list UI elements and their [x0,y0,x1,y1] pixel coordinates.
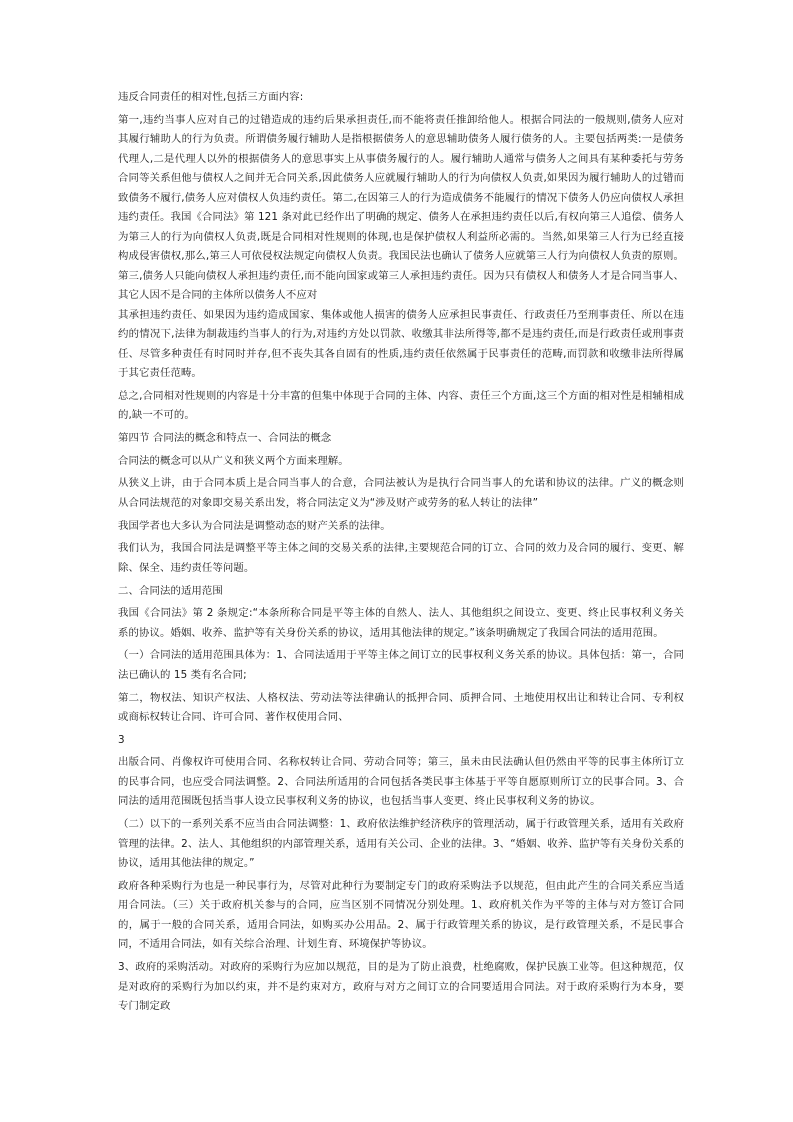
paragraph-first-second-third: 第一,违约当事人应对自己的过错造成的违约后果承担责任,而不能将责任推卸给他人。根据合同法的一般规则,债务人应对其履行辅助人的行为负责。所谓债务履行辅助人是指根据债务人的意思辅助债务人履行债务的人。主要包括两类:一是债务代理人,二是代理人以外的根据债务人的意思事实上从事债务履行的人。履行辅助人通常与债务人之间具有某种委托与劳务合同等关系但他与债权人之间并无合同关系,因此债务人应就履行辅助人的行为向债权人负责,如果因为履行辅助人的过错而致债务不履行,债务人应对债权人负违约责任。第二,在因第三人的行为造成债务不能履行的情况下债务人仍应向债权人承担违约责任。我国《合同法》第 121 条对此已经作出了明确的规定、债务人在承担违约责任以后,有权向第三人追偿、债务人为第三人的行为向债权人负责,既是合同相对性规则的体现,也是保护债权人利益所必需的。当然,如果第三人行为已经直接构成侵害债权,那么,第三人可依侵权法规定向债权人负责。我国民法也确认了债务人应就第三人行为向债权人负责的原则。第三,债务人只能向债权人承担违约责任,而不能向国家或第三人承担违约责任。因为只有债权人和债务人才是合同当事人、其它人因不是合同的主体所以债务人不应对 [118,113,684,302]
paragraph-excluded-relations: （二）以下的一系列关系不应当由合同法调整：1、政府依法维护经济秩序的管理活动，属于行政管理关系，适用有关政府管理的法律。2、法人、其他组织的内部管理关系，适用有关公司、企业的法律。3、“婚姻、收养、监护等有关身份关系的协议，适用其他法律的规定。” [118,818,684,870]
section-heading-4: 第四节 合同法的概念和特点一、合同法的概念 [118,432,332,445]
paragraph-concept: 合同法的概念可以从广义和狭义两个方面来理解。 [118,454,349,467]
paragraph-narrow-broad: 从狭义上讲，由于合同本质上是合同当事人的合意，合同法被认为是执行合同当事人的允诺和协议的法律。广义的概念则从合同法规范的对象即交易关系出发，将合同法定义为“涉及财产或劳务的私人转让的法律” [118,477,684,509]
paragraph-scope-second: 第二，物权法、知识产权法、人格权法、劳动法等法律确认的抵押合同、质押合同、土地使用权出让和转让合同、专利权或商标权转让合同、许可合同、著作权使用合同、 [118,691,684,724]
paragraph-our-view: 我们认为，我国合同法是调整平等主体之间的交易关系的法律,主要规范合同的订立、合同的效力及合同的履行、变更、解除、保全、违约责任等问题。 [118,542,684,574]
paragraph-procurement-activity: 3、政府的采购活动。对政府的采购行为应加以规范，目的是为了防止浪费，杜绝腐败，保护民族工业等。但这种规范，仅是对政府的采购行为加以约束，并不是约束对方，政府与对方之间订立的合同要适用合同法。对于政府采购行为本身，要专门制定政 [118,961,684,1012]
paragraph-scholars: 我国学者也大多认为合同法是调整动态的财产关系的法律。 [118,519,391,532]
page-number: 3 [118,733,125,746]
paragraph-summary: 总之,合同相对性规则的内容是十分丰富的但集中体现于合同的主体、内容、责任三个方面,这三个方面的相对性是相辅相成的,缺一不可的。 [118,389,684,422]
document-body [118,88,684,1020]
paragraph-scope-continued: 出版合同、肖像权许可使用合同、名称权转让合同、劳动合同等；第三，虽未由民法确认但仍然由平等的民事主体所订立的民事合同，也应受合同法调整。2、合同法所适用的合同包括各类民事主体基于平等自愿原则所订立的民事合同。3、合同法的适用范围既包括当事人设立民事权利义务的协议，也包括当事人变更、终止民事权利义务的协议。 [118,756,684,808]
paragraph-government-procurement: 政府各种采购行为也是一种民事行为，尽管对此种行为要制定专门的政府采购法予以规范，但由此产生的合同关系应当适用合同法。（三）关于政府机关参与的合同，应当区别不同情况分别处理。1、政府机关作为平等的主体与对方签订合同的，属于一般的合同关系，适用合同法，如购买办公用品。2、属于行政管理关系的协议，是行政管理关系，不是民事合同，不适用合同法，如有关综合治理、计划生育、环境保护等协议。 [118,879,684,951]
paragraph-scope-1: （一）合同法的适用范围具体为：1、合同法适用于平等主体之间订立的民事权利义务关系的协议。具体包括：第一，合同法已确认的 15 类有名合同; [118,649,684,681]
paragraph-liability-intro: 违反合同责任的相对性,包括三方面内容: [118,91,304,103]
paragraph-continuation: 其承担违约责任、如果因为违约造成国家、集体或他人损害的债务人应承担民事责任、行政责任乃至刑事责任、所以在违约的情况下,法律为制裁违约当事人的行为,对违约方处以罚款、收缴其非法所得等,都不是违约责任,而是行政责任或刑事责任、尽管多种责任有时同时并存,但不丧失其各自固有的性质,违约责任依然属于民事责任的范畴,而罚款和收缴非法所得属于其它责任范畴。 [118,308,684,380]
subsection-heading-scope: 二、合同法的适用范围 [118,584,223,597]
paragraph-article-2: 我国《合同法》第 2 条规定:“本条所称合同是平等主体的自然人、法人、其他组织之间设立、变更、终止民事权利义务关系的协议。婚姻、收养、监护等有关身份关系的协议，适用其他法律的规定。”该条明确规定了我国合同法的适用范围。 [118,607,684,639]
